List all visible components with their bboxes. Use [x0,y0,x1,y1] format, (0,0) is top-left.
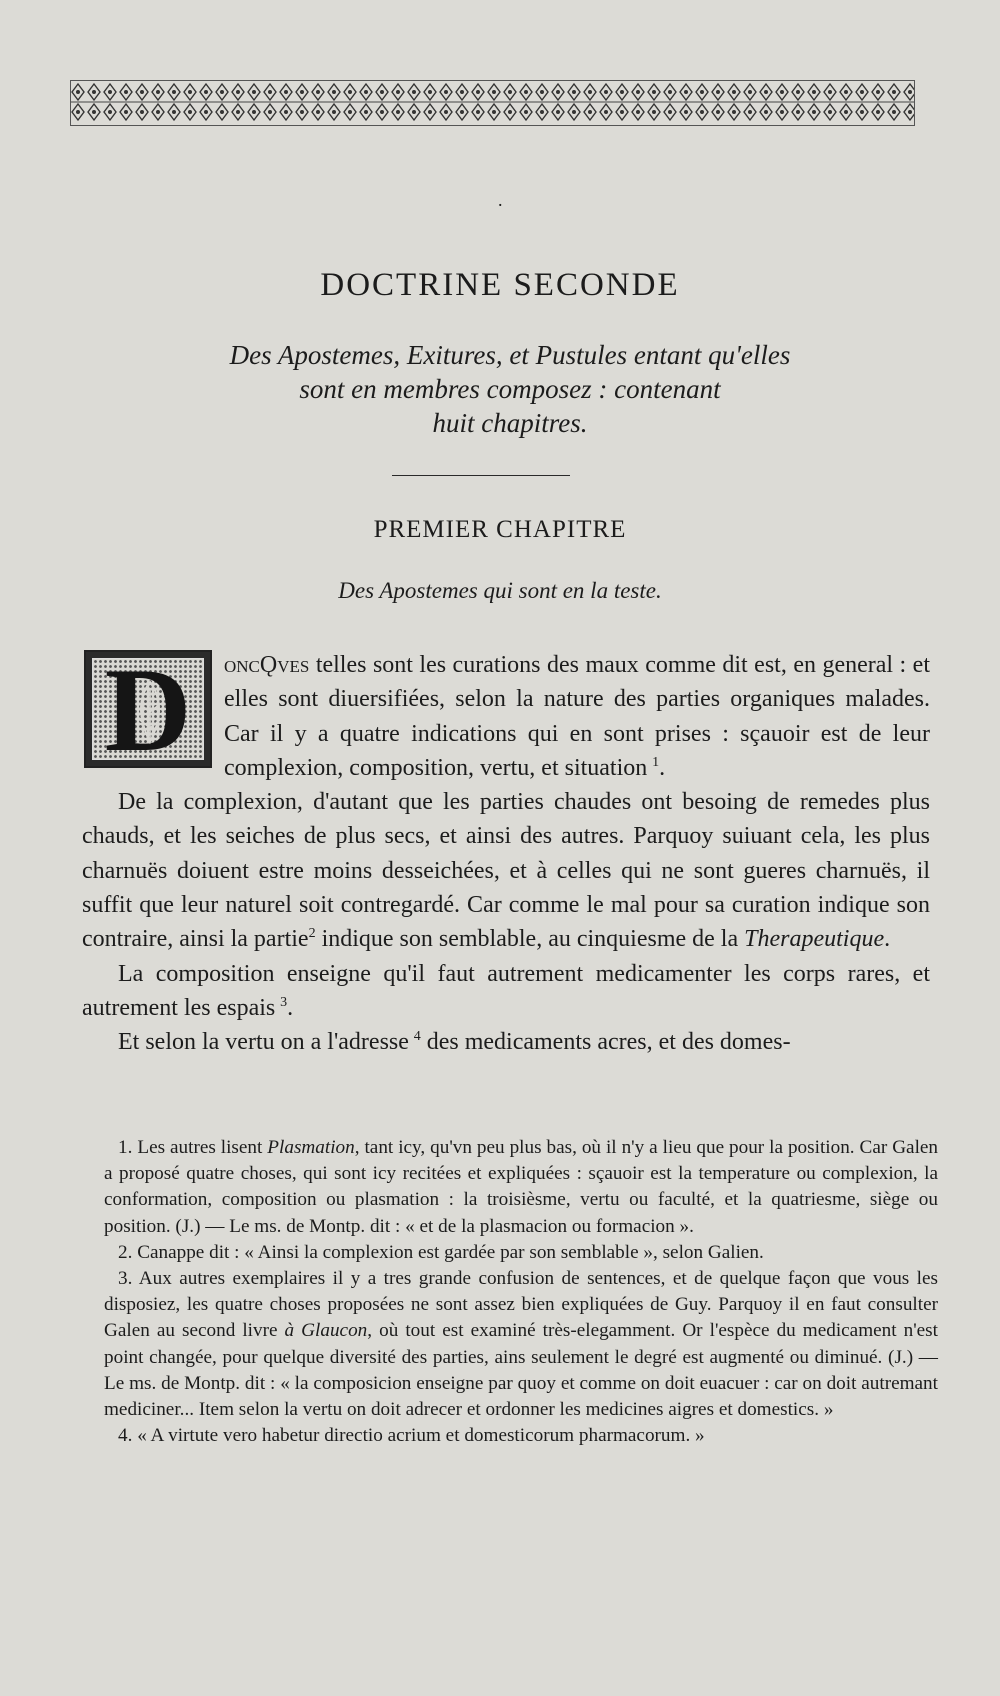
decorative-dot: . [498,190,503,210]
paragraph-text: telles sont les curations des maux comme dit est, en general : et elles sont diuersifiées, selon la nature des parties organiques malades. Car il y a quatre indications qui en sont prises : sçauoir est de leur complexion, composition, vertu, et situation [224,652,930,781]
paragraph-text: des medicaments acres, et des domes- [420,1029,791,1056]
doctrine-subtitle-line: huit chapitres. [432,408,588,438]
paragraph-text: Et selon la vertu on a l'adresse [118,1029,409,1056]
paragraph [82,785,930,956]
footnote-text: , où tout est examiné très-elegamment. Or l'espèce du medicament n'est point changée, pour quelque diversité des parties, ains seulement le degré est augmenté ou diminué. (J.) — Le ms. de Montp. dit : « la composicion enseigne par quoy et comme on doit euacuer : car on doit autremant mediciner... Item selon la vertu on doit adrecer et ordonner les medicines aigres et domestics. » [104,1320,938,1421]
paragraph [82,957,930,1026]
paragraph [82,1025,930,1059]
footnote-ref: 2 [308,926,316,942]
dropcap-letter: D [104,643,192,776]
ornament-band-icon [70,80,915,126]
chapter-subtitle: Des Apostemes qui sont en la teste. [338,578,662,603]
footnote-4: 4. « A virtute vero habetur directio acrium et domesticorum pharmacorum. » [118,1425,705,1447]
paragraph-text: La composition enseigne qu'il faut autrement medicamenter les corps rares, et autrement les espais [82,960,930,1021]
footnote-text: 3. Aux autres exemplaires il y a tres grande confusion de sentences, et de quelque façon que vous les disposiez, les quatre choses proposées ne sont assez bien expliquées de Guy. Parquoy il en faut consulter Galen au second livre [104,1268,938,1342]
body-text [82,643,930,1060]
dropcap-initial [84,643,212,776]
paragraph-text: indique son semblable, au cinquiesme de la [315,926,745,953]
footnote-text: 1. Les autres lisent [118,1137,268,1158]
section-divider [392,475,570,476]
footnote-2: 2. Canappe dit : « Ainsi la complexion est gardée par son semblable », selon Galien. [118,1241,764,1263]
footnote-ref: 4 [413,1029,421,1045]
footnote-1 [104,1135,938,1240]
footnote-ref: 3 [280,994,288,1010]
punctuation: . [287,994,294,1021]
footnote-text: , tant icy, qu'vn peu plus bas, où il n'y a lieu que pour la position. Car Galen a proposé quatre choses, qui sont icy recitées et expliquées : sçauoir est la temperature ou complexion, la conformation, composition ou plasmation : la troisièsme, vertu ou faculté, et la quatriesme, siège ou position. (J.) — Le ms. de Montp. dit : « et de la plasmacion ou formacion ». [104,1137,939,1237]
paragraph [82,643,930,785]
smallcaps-word: oncǪves [224,652,310,678]
doctrine-title: DOCTRINE SECONDE [320,267,680,303]
chapter-title: PREMIER CHAPITRE [373,516,627,543]
footnote-italic: Plasmation [267,1137,355,1158]
footnote-italic: à Glaucon [284,1320,368,1342]
leaf-ornament-icon [130,678,170,746]
footnotes [104,1135,938,1449]
punctuation: . [884,926,891,953]
footnote-3 [104,1266,938,1423]
punctuation: . [659,754,666,781]
doctrine-subtitle [140,338,880,440]
doctrine-subtitle-line: Des Apostemes, Exitures, et Pustules entant qu'elles [229,340,791,370]
paragraph-text: De la complexion, d'autant que les parties chaudes ont besoing de remedes plus chauds, et les seiches de plus secs, et ainsi des autres. Parquoy suiuant cela, les plus charnuës doiuent estre moins desseichées, et à celles qui ne sont gueres charnuës, il suffit que leur naturel soit contregardé. Car comme le mal pour sa curation indique son contraire, ainsi la partie [82,789,930,953]
footnote-ref: 1 [652,754,660,770]
doctrine-subtitle-line: sont en membres composez : contenant [299,374,721,404]
italic-title: Therapeutique [744,926,885,953]
